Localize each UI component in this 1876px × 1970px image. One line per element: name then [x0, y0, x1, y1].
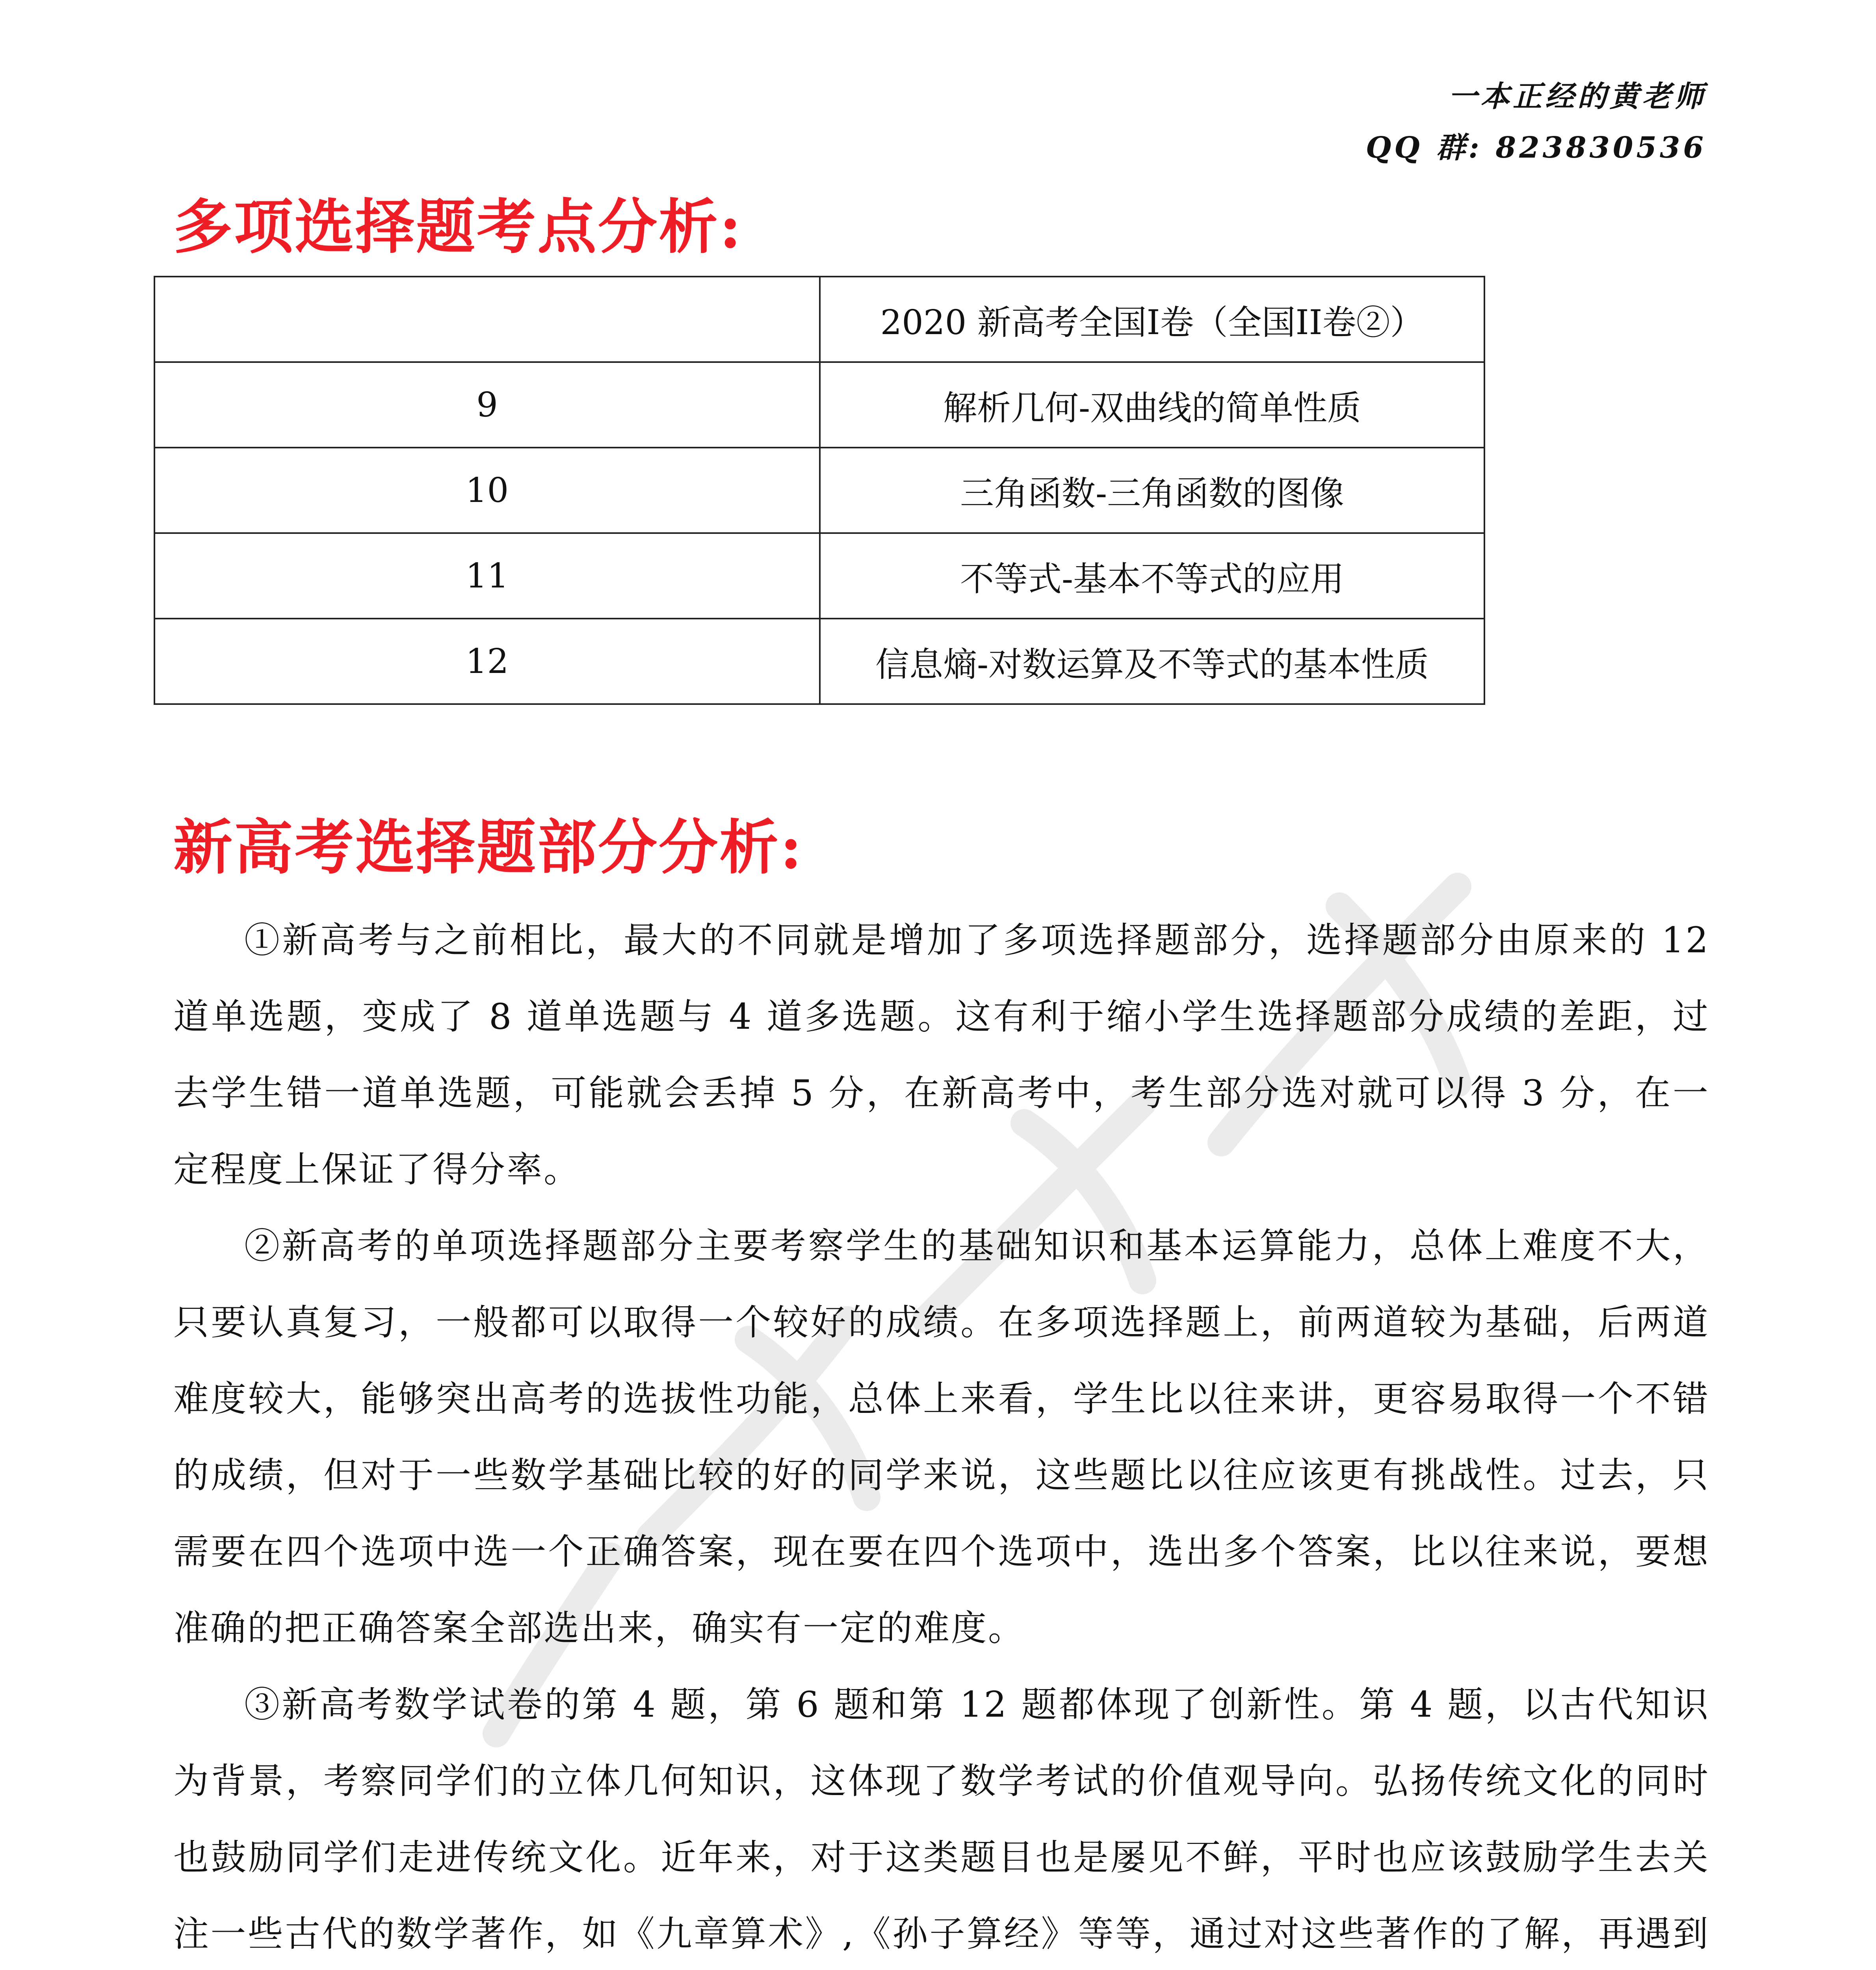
paragraph-2: ②新高考的单项选择题部分主要考察学生的基础知识和基本运算能力，总体上难度不大，只要认真复习，一般都可以取得一个较好的成绩。在多项选择题上，前两道较为基础，后两道难度较大，能够突出高考的选拔性功能，总体上来看，学生比以往来讲，更容易取得一个不错的成绩，但对于一些数学基础比较的好的同学来说，这些题比以往应该更有挑战性。过去，只需要在四个选项中选一个正确答案，现在要在四个选项中，选出多个答案，比以往来说，要想准确的把正确答案全部选出来，确实有一定的难度。 [173, 1225, 1710, 1649]
paragraph-3: ③新高考数学试卷的第 4 题，第 6 题和第 12 题都体现了创新性。第 4 题，以古代知识为背景，考察同学们的立体几何知识，这体现了数学考试的价值观导向。弘扬传统文化的同时也鼓励同学们走进传统文化。近年来，对于这类题目也是屡见不鲜，平时也应该鼓励学生去关注一些古代的数学著作，如《九章算术》,《孙子算经》等等，通过对这些著作的了解，再遇到 [173, 1684, 1710, 1955]
table-row [154, 448, 1484, 533]
topic-cell: 信息熵-对数运算及不等式的基本性质 [820, 619, 1484, 704]
author-name: 一本正经的黄老师 [1448, 80, 1707, 113]
table-header-row [154, 277, 1484, 362]
table-row [154, 619, 1484, 704]
section-title-multiple-choice: 多项选择题考点分析: [173, 192, 743, 262]
header-signature [1366, 71, 1707, 173]
paragraph-1: ①新高考与之前相比，最大的不同就是增加了多项选择题部分，选择题部分由原来的 12 道单选题，变成了 8 道单选题与 4 道多选题。这有利于缩小学生选择题部分成绩的差距，过去学生错一道单选题，可能就会丢掉 5 分，在新高考中，考生部分选对就可以得 3 分，在一定程度上保证了得分率。 [173, 920, 1710, 1190]
analysis-table [154, 276, 1485, 705]
qq-group: QQ 群: 823830536 [1365, 131, 1707, 165]
table-row [154, 533, 1484, 619]
section-title-analysis: 新高考选择题部分分析: [173, 813, 804, 882]
topic-cell: 解析几何-双曲线的简单性质 [820, 362, 1484, 448]
table-header-cell: 2020 新高考全国I卷（全国II卷②） [820, 277, 1484, 362]
question-number-cell: 9 [154, 362, 820, 448]
analysis-body [173, 902, 1710, 1970]
table-header-cell [154, 277, 820, 362]
topic-cell: 三角函数-三角函数的图像 [820, 448, 1484, 533]
topic-cell: 不等式-基本不等式的应用 [820, 533, 1484, 619]
question-number-cell: 10 [154, 448, 820, 533]
question-number-cell: 12 [154, 619, 820, 704]
table-row [154, 362, 1484, 448]
question-number-cell: 11 [154, 533, 820, 619]
